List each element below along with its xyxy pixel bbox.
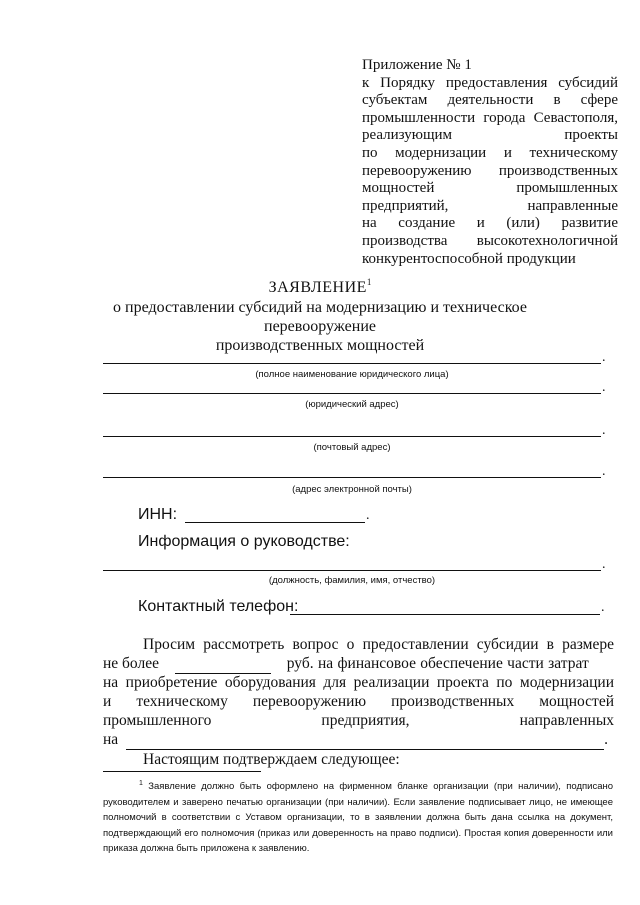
legal-name-field[interactable] — [103, 363, 601, 364]
body-line: Просим рассмотреть вопрос о предоставлении субсидии в размере — [143, 636, 614, 653]
appendix-line: по модернизации и техническому — [362, 144, 618, 161]
document-title-text: ЗАЯВЛЕНИЕ — [268, 279, 367, 296]
field-dot: . — [602, 423, 606, 438]
inn-field[interactable] — [185, 522, 365, 523]
phone-field[interactable] — [290, 614, 600, 615]
appendix-line: к Порядку предоставления субсидий — [362, 74, 618, 91]
legal-address-caption: (юридический адрес) — [305, 399, 399, 410]
footnote-body: Заявление должно быть оформлено на фирменном бланке организации (при наличии), подписано руководителем и заверено печатью организации (при наличии). Если заявление подписывает лицо, не имеющее полномочий в соответствии с Уставом организации, то в заявлении должна быть дана ссылка на документ, подтверждающий его полномочия (приказ или доверенность на право подписи). Простая копия доверенности или приказа должна быть приложена к заявлению. — [103, 781, 614, 855]
appendix-block — [362, 57, 618, 268]
head-info-label: Информация о руководстве: — [138, 533, 350, 550]
postal-address-field[interactable] — [103, 436, 601, 437]
phone-label: Контактный телефон: — [138, 598, 299, 615]
postal-address-caption: (почтовый адрес) — [313, 442, 391, 453]
head-info-caption: (должность, фамилия, имя, отчество) — [268, 575, 436, 586]
body-line: и техническому перевооружению производственных мощностей — [103, 693, 614, 711]
legal-address-field[interactable] — [103, 393, 601, 394]
subtitle-line: производственных мощностей — [215, 337, 425, 354]
inn-label: ИНН: — [138, 506, 178, 523]
field-dot: . — [602, 557, 606, 572]
appendix-line: реализующим проекты — [362, 127, 618, 144]
body-text: на — [103, 730, 119, 748]
field-dot: . — [604, 730, 608, 748]
document-title — [0, 277, 640, 297]
body-line: промышленного предприятия, направленных — [103, 711, 614, 729]
body-line — [103, 731, 614, 751]
appendix-line: перевооружению производственных — [362, 162, 618, 179]
appendix-line: производства высокотехнологичной — [362, 232, 618, 249]
appendix-line: субъектам деятельности в сфере — [362, 92, 618, 109]
footnote — [103, 776, 613, 857]
field-dot: . — [602, 464, 606, 479]
appendix-line: конкурентоспособной продукции — [362, 250, 576, 267]
request-paragraph — [103, 636, 614, 770]
direction-field[interactable] — [126, 731, 604, 751]
body-line: на приобретение оборудования для реализации проекта по модернизации — [103, 674, 614, 692]
body-text: не более — [103, 654, 159, 672]
head-info-field[interactable] — [103, 570, 601, 571]
field-dot: . — [602, 350, 606, 365]
body-line — [103, 655, 614, 675]
body-text: руб. на финансовое обеспечение части затрат — [286, 654, 589, 672]
confirm-line: Настоящим подтверждаем следующее: — [143, 751, 400, 769]
email-caption: (адрес электронной почты) — [292, 484, 412, 495]
field-dot: . — [366, 508, 370, 523]
footnote-text — [103, 776, 613, 857]
appendix-title: Приложение № 1 — [362, 57, 472, 73]
field-dot: . — [602, 380, 606, 395]
appendix-line: промышленности города Севастополя, — [362, 109, 618, 126]
amount-field[interactable] — [175, 655, 271, 675]
footnote-mark: 1 — [366, 277, 372, 287]
footnote-mark: 1 — [139, 780, 143, 787]
appendix-line: предприятий, направленные — [362, 197, 618, 214]
appendix-line: на создание и (или) развитие — [362, 215, 618, 232]
field-dot: . — [601, 600, 605, 615]
document-subtitle — [60, 298, 580, 355]
email-field[interactable] — [103, 477, 601, 478]
appendix-line: мощностей промышленных — [362, 180, 618, 197]
footnote-separator — [103, 771, 261, 772]
legal-name-caption: (полное наименование юридического лица) — [255, 369, 449, 380]
subtitle-line: о предоставлении субсидий на модернизацию и техническое перевооружение — [113, 299, 527, 335]
